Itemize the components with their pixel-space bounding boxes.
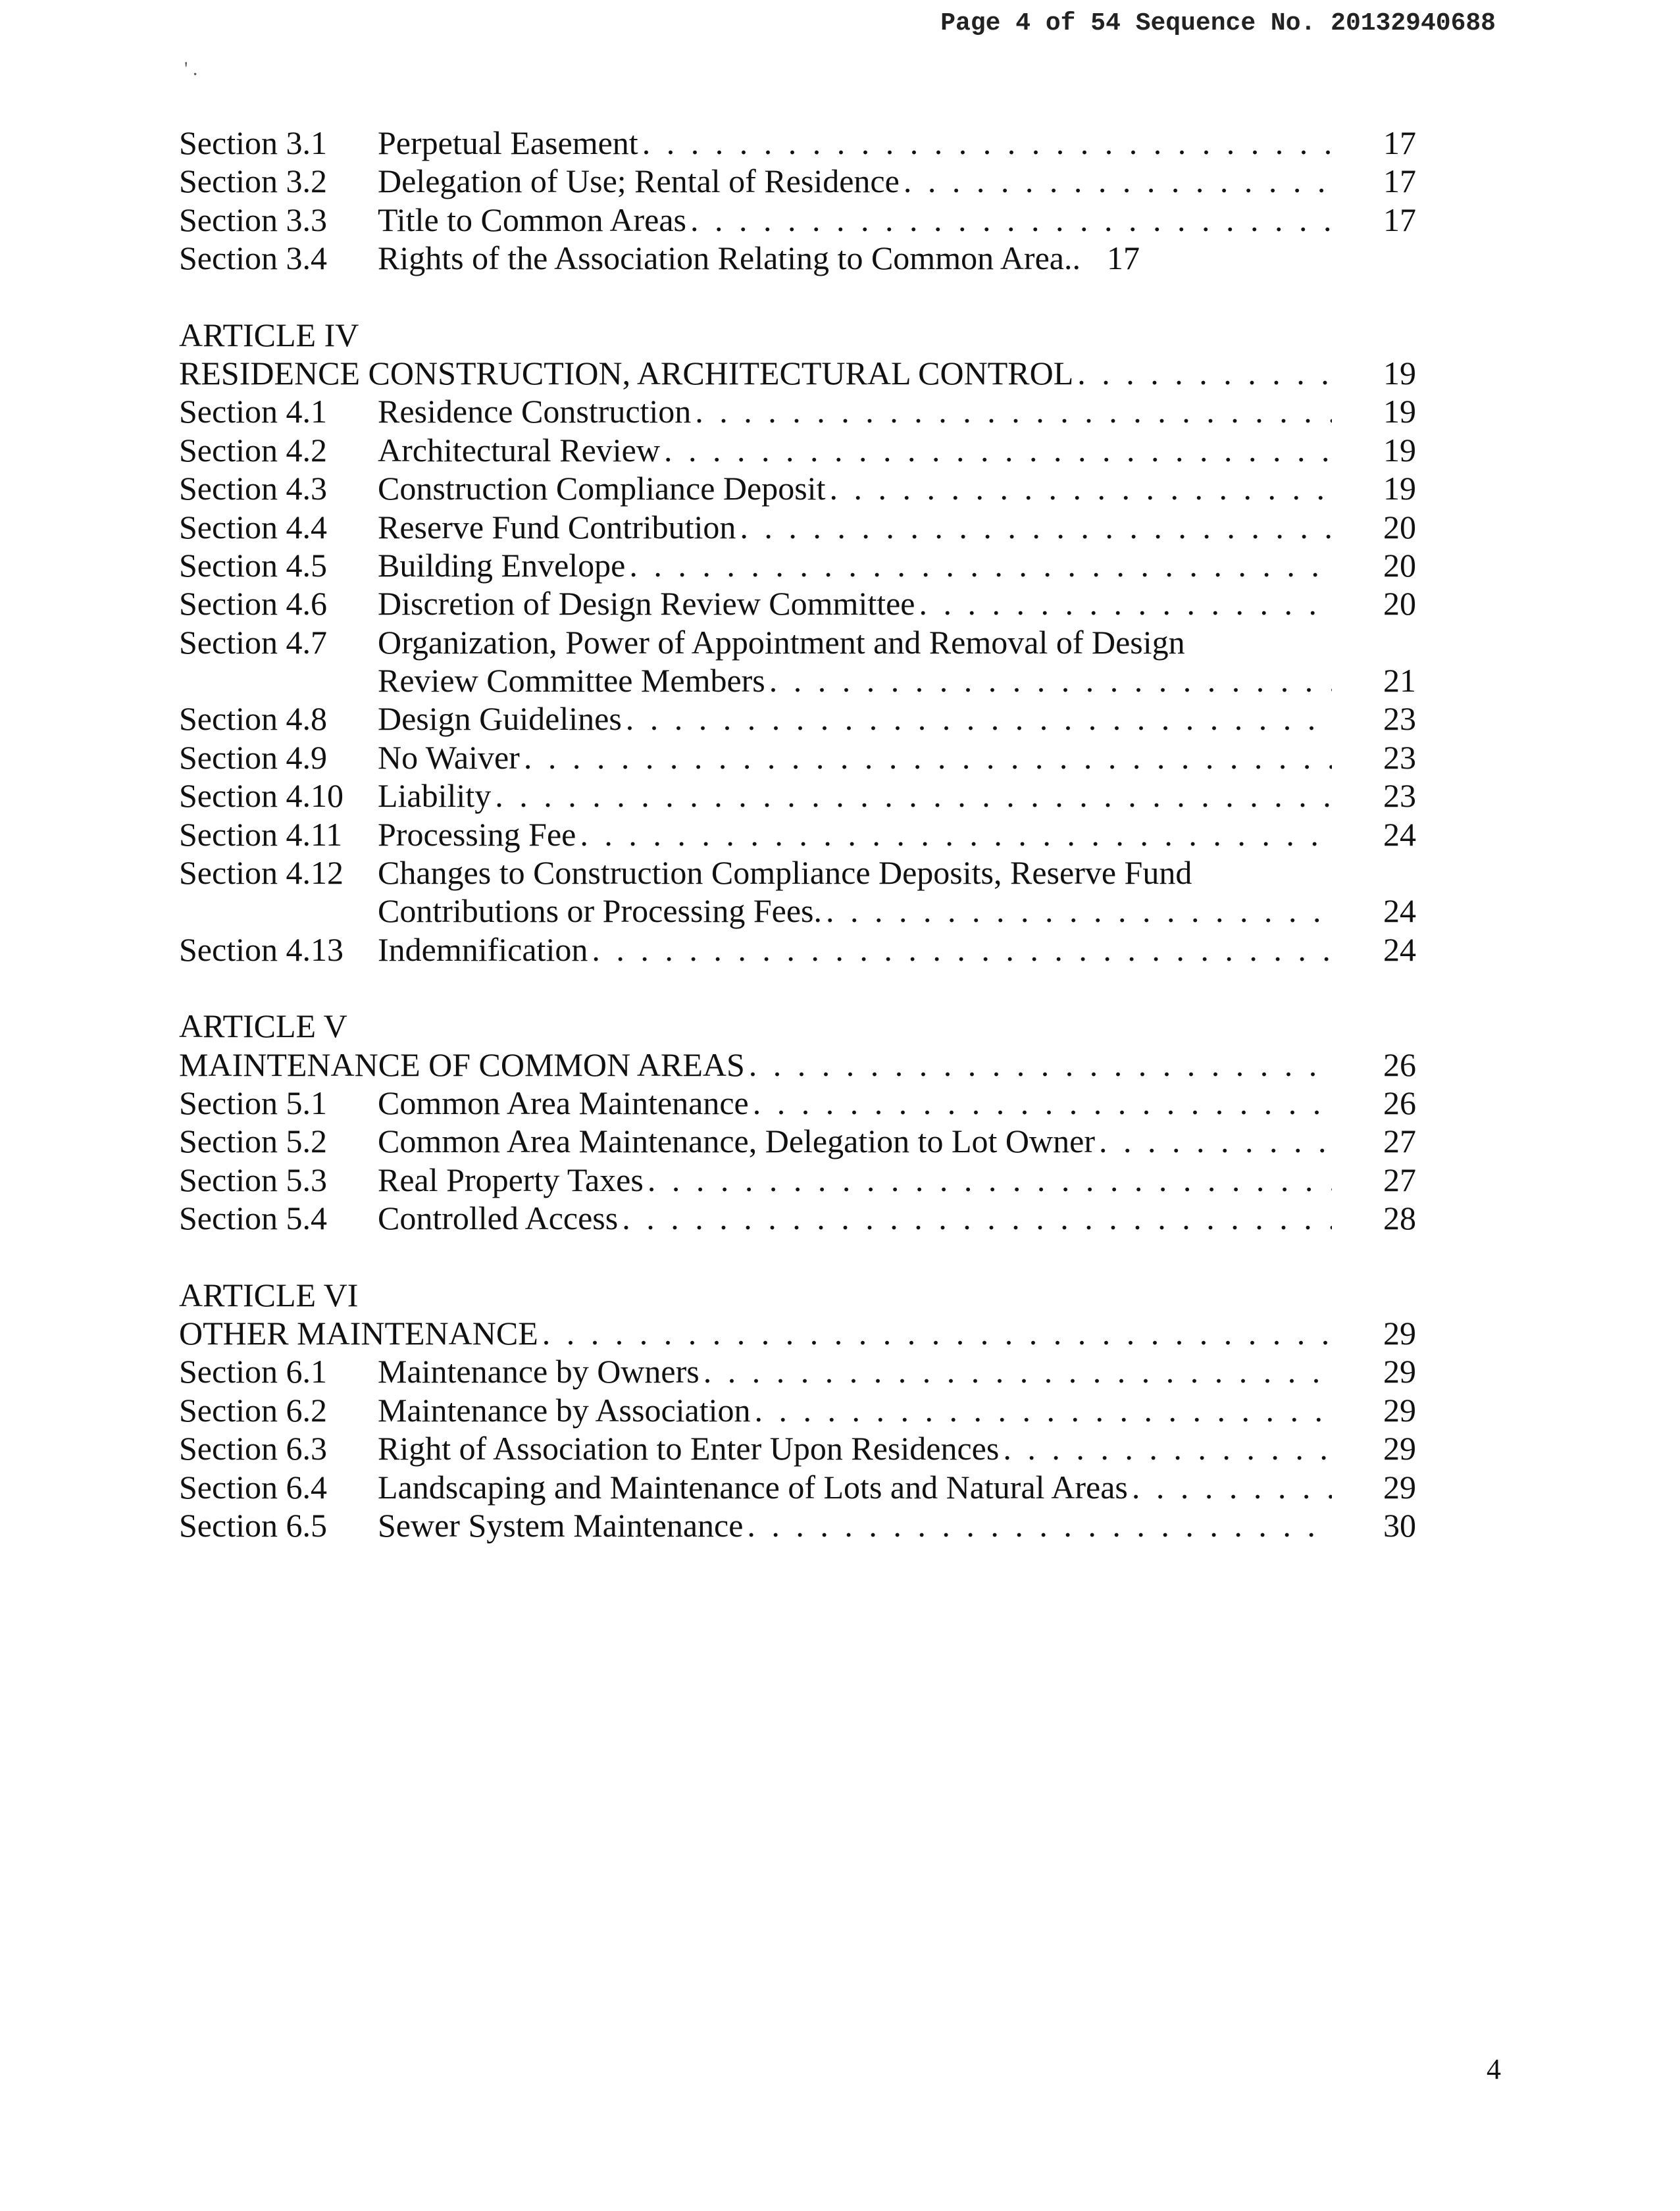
page-ref: 24 [1383,815,1416,853]
section-title: Controlled Access [378,1200,619,1237]
section-number: Section 4.8 [179,700,327,738]
page-ref: 17 [1383,124,1416,161]
dot-leader [580,815,1332,853]
section-number: Section 6.5 [179,1506,327,1544]
page-ref: 29 [1383,1430,1416,1467]
section-title-cont: Review Committee Members [378,662,765,699]
section-title: Title to Common Areas [378,201,687,238]
section-title: Building Envelope [378,546,626,584]
section-number: Section 4.2 [179,431,327,469]
section-title: Rights of the Association Relating to Common Area.. [378,240,1081,277]
toc-row-4-12-cont [179,892,1416,930]
page-ref: 20 [1383,508,1416,546]
article-label: ARTICLE V [179,1007,347,1045]
page-ref: 21 [1383,662,1416,699]
page-ref: 29 [1383,1353,1416,1390]
page-ref: 23 [1383,700,1416,738]
page-ref: 17 [1383,201,1416,238]
section-number: Section 4.1 [179,393,327,430]
toc-row-5-1 [179,1084,1416,1122]
toc-row-4-7 [179,623,1416,661]
section-number: Section 3.4 [179,240,327,277]
page-number: 4 [1487,2053,1501,2085]
section-title: Changes to Construction Compliance Deposits, Reserve Fund [378,854,1192,892]
dot-leader [664,431,1332,469]
section-number: Section 5.3 [179,1161,327,1198]
dot-leader [703,1352,1332,1390]
section-number: Section 4.12 [179,854,344,892]
toc-row-6-5 [179,1506,1416,1544]
dot-leader [1132,1468,1332,1506]
toc-row-4-7-cont [179,661,1416,699]
dot-leader [740,508,1332,546]
page-ref: 24 [1383,930,1416,968]
toc-row-5-3 [179,1161,1416,1199]
section-title: Liability [378,777,492,815]
toc-row-4-6 [179,584,1416,623]
page-ref: 29 [1383,1314,1416,1352]
toc-row-5-4 [179,1199,1416,1237]
toc-row-6-4 [179,1468,1416,1506]
section-title: Common Area Maintenance, Delegation to Lot Owner [378,1123,1095,1160]
dot-leader [690,201,1332,239]
page-ref: 19 [1383,393,1416,430]
dot-leader [753,1084,1332,1122]
article-heading: MAINTENANCE OF COMMON AREAS [179,1046,745,1083]
section-number: Section 6.1 [179,1353,327,1390]
section-number: Section 4.10 [179,777,344,815]
article-heading: RESIDENCE CONSTRUCTION, ARCHITECTURAL CONTROL [179,354,1074,392]
section-title: Maintenance by Association [378,1391,751,1429]
section-title: Processing Fee [378,815,576,853]
page-ref: 24 [1383,892,1416,930]
toc-row-3-1 [179,124,1416,162]
toc-row-4-8 [179,699,1416,738]
toc-row-6-1 [179,1352,1416,1390]
section-number: Section 3.2 [179,163,327,200]
dot-leader [1099,1122,1332,1160]
section-title: Common Area Maintenance [378,1084,749,1121]
dot-leader [626,699,1332,738]
section-number: Section 4.9 [179,738,327,776]
section-number: Section 6.4 [179,1468,327,1506]
dot-leader [769,661,1332,699]
page-ref: 19 [1383,470,1416,507]
dot-leader [829,469,1332,507]
toc-row-6-2 [179,1391,1416,1429]
dot-leader [524,738,1332,776]
section-title: Landscaping and Maintenance of Lots and Natural Areas [378,1468,1128,1506]
page-ref: 27 [1383,1123,1416,1160]
toc-row-4-5 [179,546,1416,584]
section-title: Architectural Review [378,431,660,469]
section-number: Section 3.3 [179,201,327,238]
section-number: Section 4.5 [179,546,327,584]
section-title: Maintenance by Owners [378,1353,700,1390]
dot-leader [749,1046,1332,1084]
section-title-cont: Contributions or Processing Fees. [378,892,822,930]
toc-row-4-2 [179,431,1416,469]
article-label: ARTICLE IV [179,316,359,353]
section-number: Section 5.4 [179,1200,327,1237]
section-number: Section 4.3 [179,470,327,507]
article-heading-row [179,1314,1416,1352]
section-number: Section 4.11 [179,815,343,853]
section-number: Section 5.2 [179,1123,327,1160]
page-ref: 29 [1383,1468,1416,1506]
page-ref: 20 [1383,585,1416,623]
section-number: Section 4.7 [179,623,327,661]
page-ref: 28 [1383,1200,1416,1237]
section-number: Section 6.3 [179,1430,327,1467]
sequence-stamp: Page 4 of 54 Sequence No. 20132940688 [940,9,1496,38]
article-heading-row [179,1046,1416,1084]
toc-row-3-2 [179,162,1416,200]
scan-specks: ' . [184,58,198,80]
page-ref: 27 [1383,1161,1416,1198]
toc-row-4-12 [179,853,1416,892]
dot-leader [919,584,1332,623]
dot-leader [648,1161,1332,1199]
page-ref: 17 [1383,163,1416,200]
section-title: Right of Association to Enter Upon Residences [378,1430,1000,1467]
page-ref: 20 [1383,546,1416,584]
dot-leader [904,162,1332,200]
toc-row-4-10 [179,776,1416,815]
section-title: No Waiver [378,738,520,776]
page-ref: 19 [1383,354,1416,392]
article-label: ARTICLE VI [179,1276,359,1313]
dot-leader [642,124,1332,162]
toc-row-5-2 [179,1122,1416,1160]
dot-leader [695,392,1332,430]
section-number: Section 4.6 [179,585,327,623]
section-title: Reserve Fund Contribution [378,508,736,546]
page-ref: 23 [1383,738,1416,776]
article-heading-row [179,354,1416,392]
section-title: Sewer System Maintenance [378,1506,744,1544]
toc-row-4-9 [179,738,1416,776]
toc-row-6-3 [179,1429,1416,1467]
page-ref: 30 [1383,1506,1416,1544]
section-title: Organization, Power of Appointment and Removal of Design [378,623,1185,661]
article-heading: OTHER MAINTENANCE [179,1314,538,1352]
page-ref: 23 [1383,777,1416,815]
section-title: Delegation of Use; Rental of Residence [378,163,900,200]
section-number: Section 6.2 [179,1391,327,1429]
toc-row-3-3 [179,201,1416,239]
section-number: Section 4.4 [179,508,327,546]
section-title: Indemnification [378,930,588,968]
section-title: Residence Construction [378,393,692,430]
toc-row-4-3 [179,469,1416,507]
section-number: Section 4.13 [179,930,344,968]
toc-row-3-4 [179,239,1416,277]
dot-leader [629,546,1332,584]
section-number: Section 3.1 [179,124,327,161]
dot-leader [755,1391,1332,1429]
toc-row-4-4 [179,508,1416,546]
section-title: Construction Compliance Deposit [378,470,826,507]
section-title: Discretion of Design Review Committee [378,585,915,623]
dot-leader [1077,354,1332,392]
page-ref: 29 [1383,1391,1416,1429]
toc-row-4-13 [179,930,1416,969]
section-title: Real Property Taxes [378,1161,644,1198]
dot-leader [826,892,1332,930]
table-of-contents [179,124,1416,1544]
page-ref: 26 [1383,1084,1416,1121]
dot-leader [747,1506,1332,1544]
page-ref: 26 [1383,1046,1416,1083]
toc-row-4-1 [179,392,1416,430]
toc-row-4-11 [179,815,1416,853]
dot-leader [592,930,1332,969]
dot-leader [495,776,1332,815]
dot-leader [1003,1429,1332,1467]
section-number: Section 5.1 [179,1084,327,1121]
page-ref: 17 [1106,240,1140,277]
dot-leader [542,1314,1332,1352]
section-title: Design Guidelines [378,700,622,738]
page-ref: 19 [1383,431,1416,469]
dot-leader [622,1199,1332,1237]
section-title: Perpetual Easement [378,124,638,161]
